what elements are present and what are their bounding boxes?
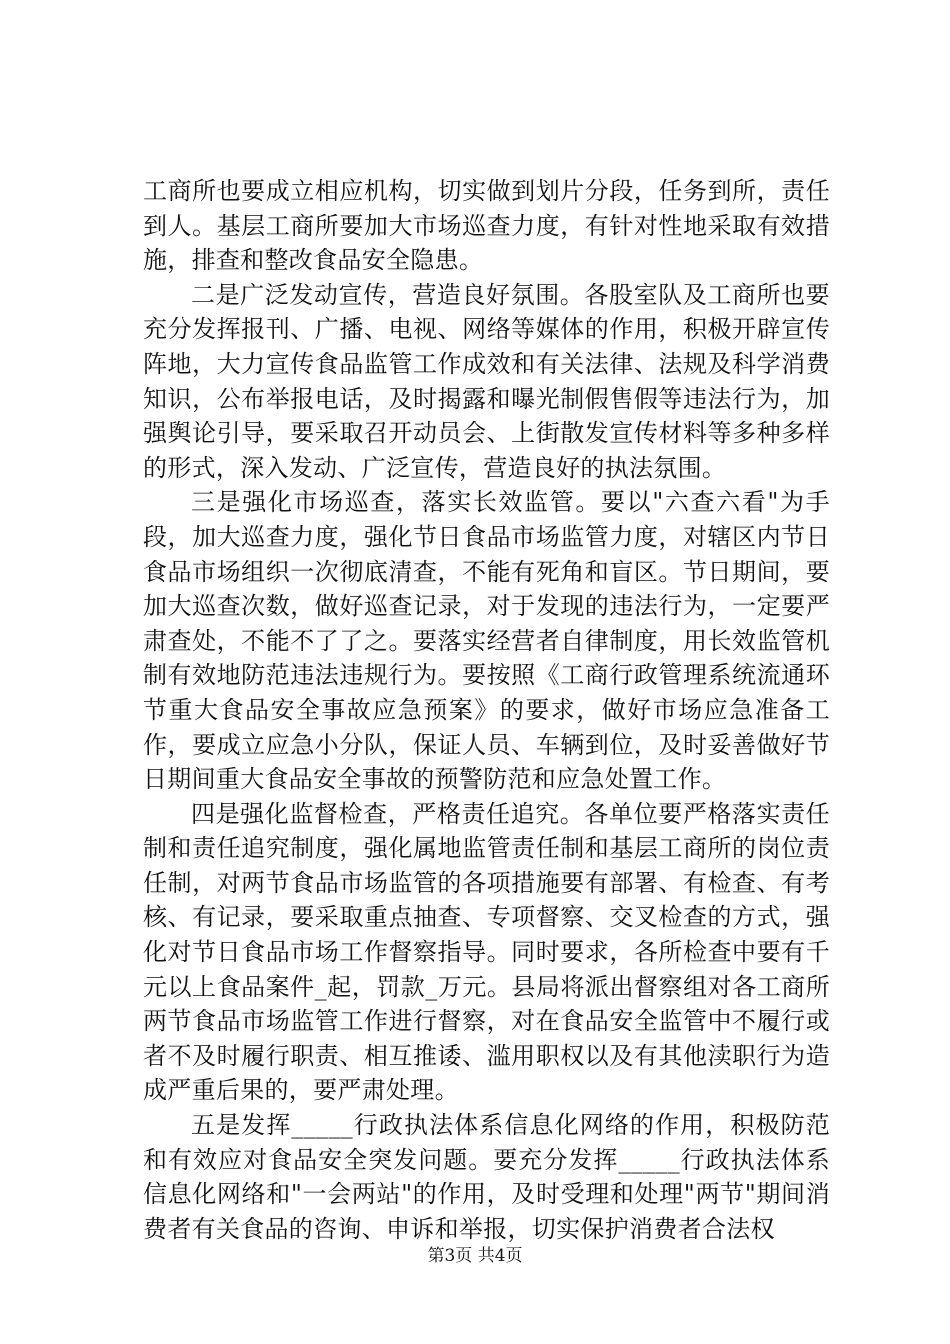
paragraph-3: 四是强化监督检查，严格责任追究。各单位要严格落实责任制和责任追究制度，强化属地监管责任制和基层工商所的岗位责任制，对两节食品市场监管的各项措施要有部署、有检查、有考核、有记录，要采取重点抽查、专项督察、交叉检查的方式，强化对节日食品市场工作督察指导。同时要求，各所检查中要有千元以上食品案件_起，罚款_万元。县局将派出督察组对各工商所两节食品市场监管工作进行督察，对在食品安全监管中不履行或者不及时履行职责、相互推诿、滥用职权以及有其他渎职行为造成严重后果的，要严肃处理。 — [143, 799, 830, 1105]
page-footer: 第3页 共4页 — [427, 1246, 523, 1266]
paragraph-2: 三是强化市场巡查，落实长效监管。要以"六查六看"为手段，加大巡查力度，强化节日食品市场监管力度，对辖区内节日食品市场组织一次彻底清查，不能有死角和盲区。节日期间，要加大巡查次数，做好巡查记录，对于发现的违法行为，一定要严肃查处，不能不了了之。要落实经营者自律制度，用长效监管机制有效地防范违法违规行为。要按照《工商行政管理系统流通环节重大食品安全事故应急预案》的要求，做好市场应急准备工作，要成立应急小分队，保证人员、车辆到位，及时妥善做好节日期间重大食品安全事故的预警防范和应急处置工作。 — [143, 488, 830, 794]
paragraph-0: 工商所也要成立相应机构，切实做到划片分段，任务到所，责任到人。基层工商所要加大市场巡查力度，有针对性地采取有效措施，排查和整改食品安全隐患。 — [143, 177, 830, 275]
document-body — [143, 174, 830, 1246]
paragraph-4: 五是发挥_____行政执法体系信息化网络的作用，积极防范和有效应对食品安全突发问题。要充分发挥_____行政执法体系信息化网络和"一会两站"的作用，及时受理和处理"两节"期间消费者有关食品的咨询、申诉和举报，切实保护消费者合法权 — [143, 1111, 830, 1243]
paragraph-1: 二是广泛发动宣传，营造良好氛围。各股室队及工商所也要充分发挥报刊、广播、电视、网络等媒体的作用，积极开辟宣传阵地，大力宣传食品监管工作成效和有关法律、法规及科学消费知识，公布举报电话，及时揭露和曝光制假售假等违法行为，加强舆论引导，要采取召开动员会、上街散发宣传材料等多种多样的形式，深入发动、广泛宣传，营造良好的执法氛围。 — [143, 280, 830, 482]
